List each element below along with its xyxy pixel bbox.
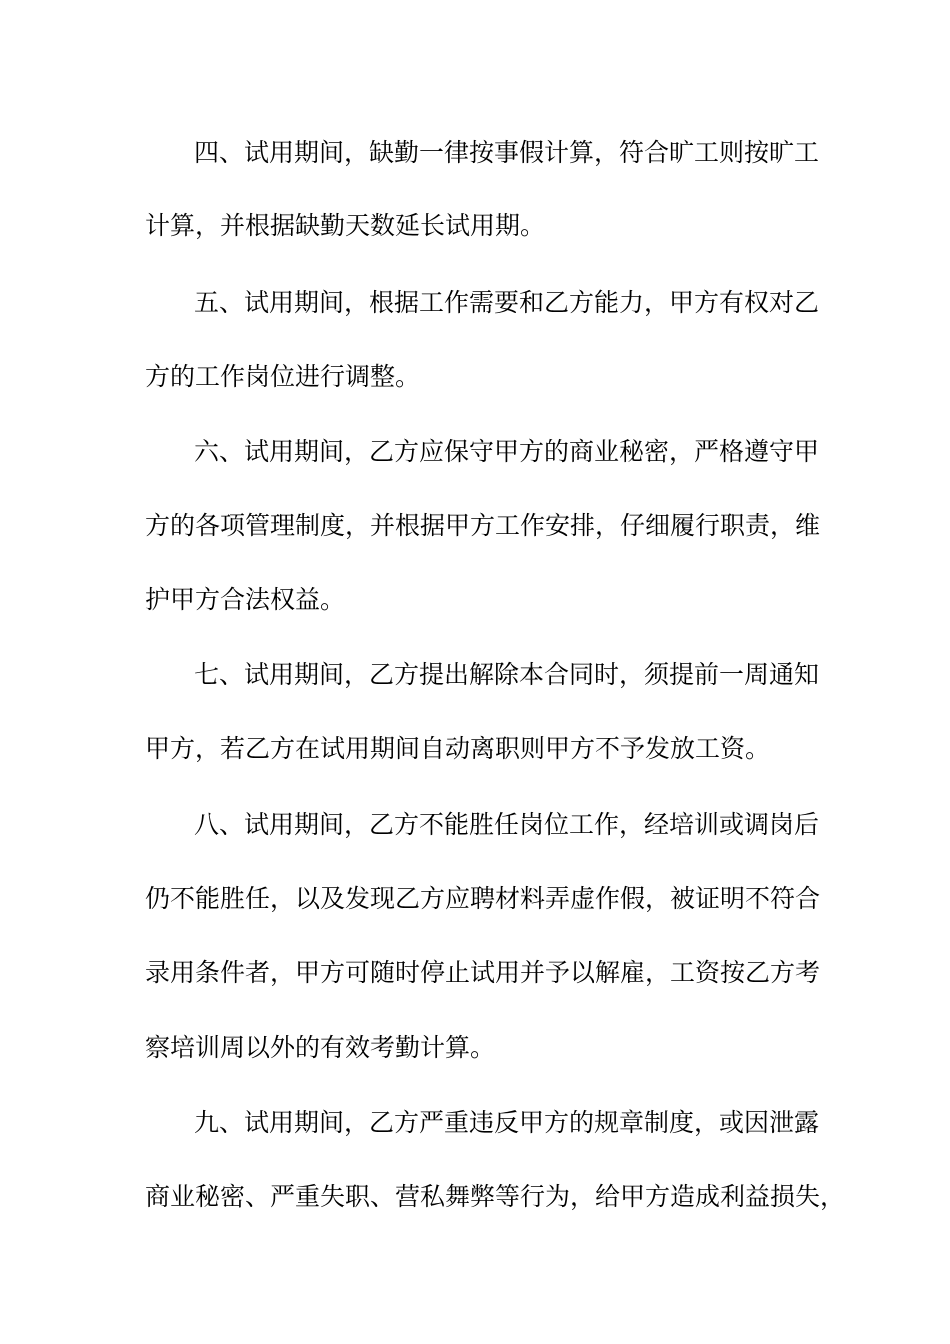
clause-8-line-3: 录用条件者，甲方可随时停止试用并予以解雇，工资按乙方考 — [145, 958, 821, 987]
clause-8-line-2: 仍不能胜任，以及发现乙方应聘材料弄虚作假，被证明不符合 — [145, 884, 821, 913]
clause-6-line-2: 方的各项管理制度，并根据甲方工作安排，仔细履行职责，维 — [145, 511, 821, 540]
clause-5-line-1: 五、试用期间，根据工作需要和乙方能力，甲方有权对乙 — [194, 288, 820, 317]
clause-7-line-1: 七、试用期间，乙方提出解除本合同时，须提前一周通知 — [194, 660, 820, 689]
clause-9-line-2: 商业秘密、严重失职、营私舞弊等行为，给甲方造成利益损失， — [145, 1182, 846, 1211]
clause-7-line-2: 甲方，若乙方在试用期间自动离职则甲方不予发放工资。 — [145, 734, 771, 763]
clause-4-line-2: 计算，并根据缺勤天数延长试用期。 — [145, 211, 546, 240]
clause-6-line-3: 护甲方合法权益。 — [145, 585, 346, 614]
clause-8-line-4: 察培训周以外的有效考勤计算。 — [145, 1033, 496, 1062]
clause-6-line-1: 六、试用期间，乙方应保守甲方的商业秘密，严格遵守甲 — [194, 437, 820, 466]
clause-9-line-1: 九、试用期间，乙方严重违反甲方的规章制度，或因泄露 — [194, 1108, 820, 1137]
clause-5-line-2: 方的工作岗位进行调整。 — [145, 362, 421, 391]
clause-8-line-1: 八、试用期间，乙方不能胜任岗位工作，经培训或调岗后 — [194, 810, 820, 839]
clause-4-line-1: 四、试用期间，缺勤一律按事假计算，符合旷工则按旷工 — [194, 138, 820, 167]
